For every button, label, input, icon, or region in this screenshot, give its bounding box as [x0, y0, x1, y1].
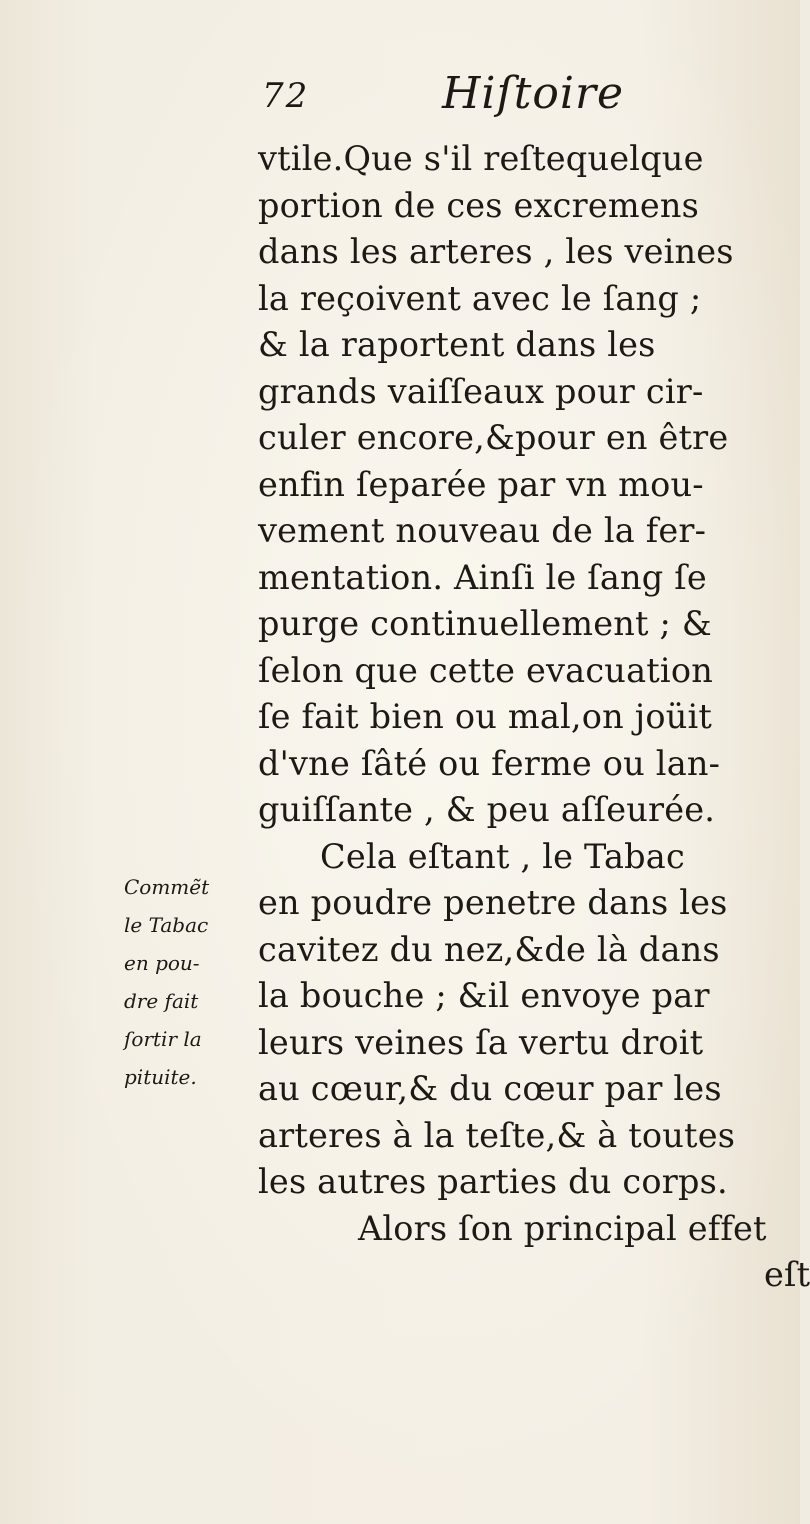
text-line: la bouche ; &il envoye par: [258, 976, 710, 1015]
margin-note-line: ſortir la: [124, 1027, 202, 1051]
catchword: eſt: [764, 1255, 810, 1294]
text-line: arteres à la teſte,& à toutes: [258, 1115, 736, 1155]
text-line: Cela eſtant , le Tabac: [320, 836, 685, 876]
text-line: & la raportent dans les: [258, 325, 656, 364]
text-line: ſelon que cette evacuation: [258, 650, 713, 690]
margin-note-line: le Tabac: [124, 913, 209, 937]
margin-note-line: pituite.: [124, 1065, 197, 1089]
text-line: au cœur,& du cœur par les: [258, 1069, 722, 1108]
text-line: cavitez du nez,&de là dans: [258, 929, 720, 969]
margin-note: [124, 868, 262, 1096]
text-line: d'vne ſâté ou ferme ou lan-: [258, 743, 721, 783]
running-title: Hiſtoire: [442, 68, 625, 119]
margin-note-line: Commẽt: [124, 875, 210, 899]
text-line: ſe fait bien ou mal,on joüit: [258, 697, 713, 736]
text-line: vtile.Que s'il reſtequelque: [258, 139, 704, 178]
margin-note-line: dre fait: [124, 989, 199, 1013]
text-line: mentation. Ainſi le ſang ſe: [258, 557, 707, 597]
text-line: leurs veines ſa vertu droit: [258, 1022, 704, 1062]
text-line: la reçoivent avec le ſang ;: [258, 278, 702, 318]
text-line: dans les arteres , les veines: [258, 232, 734, 271]
text-line: en poudre penetre dans les: [258, 883, 728, 922]
text-line: les autres parties du corps.: [258, 1162, 728, 1201]
page-header: [262, 68, 625, 128]
text-line: Alors ſon principal effet: [358, 1208, 767, 1248]
text-line: purge continuellement ; &: [258, 604, 712, 643]
text-line: enfin ſeparée par vn mou-: [258, 464, 704, 504]
text-line: vement nouveau de la fer-: [258, 511, 707, 550]
margin-note-line: en pou-: [124, 951, 200, 975]
text-line: guiſſante , & peu aſſeurée.: [258, 790, 716, 829]
text-line: culer encore,&pour en être: [258, 418, 729, 457]
page-number: 72: [262, 76, 310, 116]
text-line: portion de ces excremens: [258, 185, 700, 225]
main-text-block: [258, 136, 810, 1299]
text-line: grands vaiſſeaux pour cir-: [258, 371, 704, 411]
